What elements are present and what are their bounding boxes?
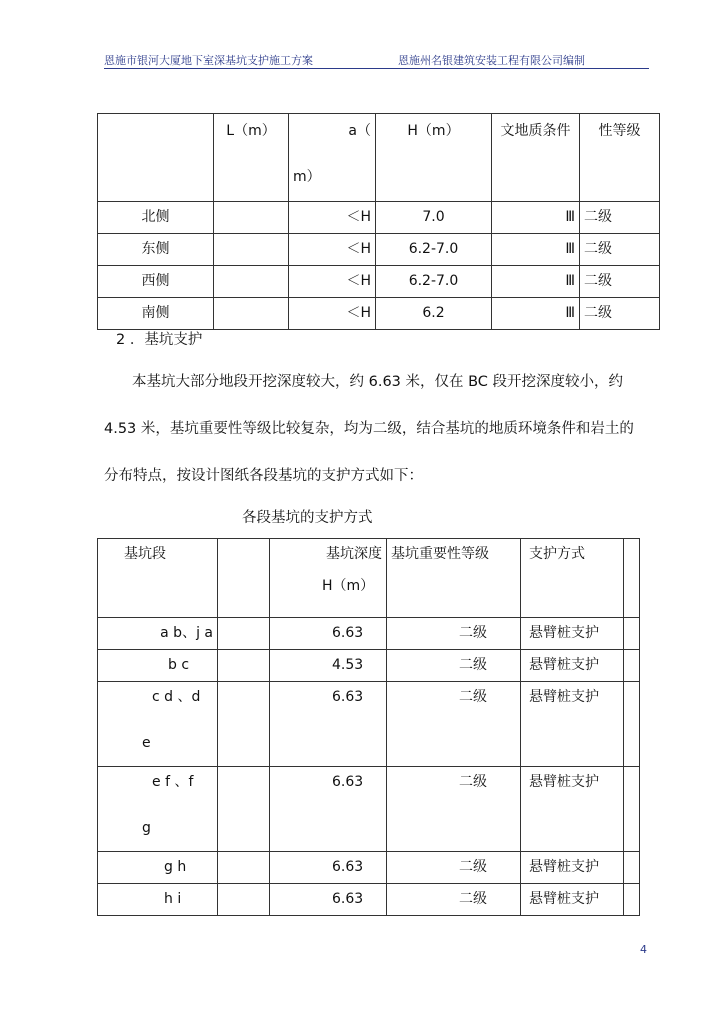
body-line: 4.53 米，基坑重要性等级比较复杂，均为二级，结合基坑的地质环境条件和岩土的 xyxy=(104,421,634,437)
table2-header-cell xyxy=(270,539,387,618)
table-row xyxy=(98,884,640,916)
header-project-title: 恩施市银河大厦地下室深基坑支护施工方案 xyxy=(104,54,313,67)
segment-line1: e f 、f xyxy=(152,774,194,790)
table2-cell xyxy=(624,884,640,916)
table2-cell xyxy=(624,650,640,682)
table2-level-cell: 二级 xyxy=(387,650,521,682)
table1-cell: 7.0 xyxy=(376,202,492,234)
table1-cell: 二级 xyxy=(580,298,660,330)
body-line: 本基坑大部分地段开挖深度较大，约 6.63 米，仅在 BC 段开挖深度较小，约 xyxy=(132,374,624,390)
table2-cell xyxy=(218,650,270,682)
table1-cell: Ⅲ xyxy=(492,234,580,266)
table1-cell xyxy=(214,298,289,330)
segment-line2: g xyxy=(142,820,151,836)
table2-method-cell: 悬臂桩支护 xyxy=(521,884,624,916)
table1-header-cell: 性等级 xyxy=(580,114,660,202)
table2-level-cell: 二级 xyxy=(387,852,521,884)
table2-segment-cell xyxy=(98,682,218,767)
table2-header-depth-part1: 基坑深度 xyxy=(326,546,382,562)
table1-header-cell xyxy=(98,114,214,202)
table2-level-cell: 二级 xyxy=(387,618,521,650)
body-line: 分布特点，按设计图纸各段基坑的支护方式如下： xyxy=(104,468,423,484)
table2-depth-cell: 4.53 xyxy=(270,650,387,682)
table1-header-a-part2: m） xyxy=(293,169,321,185)
segment-line1: c d 、d xyxy=(152,689,201,705)
table1-cell: 北侧 xyxy=(98,202,214,234)
page-number: 4 xyxy=(640,943,647,956)
table2-header-depth-part2: H（m） xyxy=(322,578,375,594)
table2-cell xyxy=(218,852,270,884)
table1-cell: 二级 xyxy=(580,234,660,266)
table2-segment-cell: b c xyxy=(98,650,218,682)
table1-cell: ＜H xyxy=(289,234,376,266)
table2-cell xyxy=(218,767,270,852)
table2-header-cell: 基坑段 xyxy=(98,539,218,618)
table-row xyxy=(98,650,640,682)
table1-header-cell: 文地质条件 xyxy=(492,114,580,202)
table2-segment-cell: g h xyxy=(98,852,218,884)
table2-method-cell: 悬臂桩支护 xyxy=(521,650,624,682)
table2-method-cell: 悬臂桩支护 xyxy=(521,682,624,767)
table2-segment-cell: a b、j a xyxy=(98,618,218,650)
table2-depth-cell: 6.63 xyxy=(270,682,387,767)
table2-depth-cell: 6.63 xyxy=(270,884,387,916)
page-header xyxy=(104,50,649,69)
table2-cell xyxy=(624,618,640,650)
table2-level-cell: 二级 xyxy=(387,884,521,916)
table-row xyxy=(98,202,660,234)
table1-cell: 南侧 xyxy=(98,298,214,330)
table1-header-a-part1: a（ xyxy=(348,123,371,139)
table2-method-cell: 悬臂桩支护 xyxy=(521,852,624,884)
table1-cell: 二级 xyxy=(580,266,660,298)
support-methods-table xyxy=(97,538,640,916)
table1-cell: Ⅲ xyxy=(492,266,580,298)
table2-method-cell: 悬臂桩支护 xyxy=(521,767,624,852)
table2-depth-cell: 6.63 xyxy=(270,618,387,650)
table-row xyxy=(98,298,660,330)
table-row xyxy=(98,852,640,884)
table2-cell xyxy=(624,682,640,767)
table1-cell: ＜H xyxy=(289,298,376,330)
table2-cell xyxy=(624,852,640,884)
table-row xyxy=(98,767,640,852)
table2-cell xyxy=(624,767,640,852)
table2-method-cell: 悬臂桩支护 xyxy=(521,618,624,650)
table2-cell xyxy=(218,618,270,650)
table1-cell: ＜H xyxy=(289,266,376,298)
table-row xyxy=(98,618,640,650)
slope-conditions-table xyxy=(97,113,660,330)
table2-header-cell xyxy=(218,539,270,618)
table1-cell: 二级 xyxy=(580,202,660,234)
table1-cell xyxy=(214,266,289,298)
table-row xyxy=(98,266,660,298)
table1-cell: ＜H xyxy=(289,202,376,234)
table2-depth-cell: 6.63 xyxy=(270,767,387,852)
table2-header-cell xyxy=(624,539,640,618)
table1-cell: 6.2-7.0 xyxy=(376,266,492,298)
table-caption: 各段基坑的支护方式 xyxy=(242,510,373,526)
table-row xyxy=(98,682,640,767)
segment-line2: e xyxy=(142,735,151,751)
table1-header-cell xyxy=(289,114,376,202)
table1-cell: 6.2-7.0 xyxy=(376,234,492,266)
table1-header-row xyxy=(98,114,660,202)
table1-cell: Ⅲ xyxy=(492,298,580,330)
table2-header-cell: 支护方式 xyxy=(521,539,624,618)
table2-header-row xyxy=(98,539,640,618)
table2-segment-cell: h i xyxy=(98,884,218,916)
table2-header-cell: 基坑重要性等级 xyxy=(387,539,521,618)
table2-segment-cell xyxy=(98,767,218,852)
table1-header-cell: L（m） xyxy=(214,114,289,202)
table2-cell xyxy=(218,884,270,916)
table1-cell: 西侧 xyxy=(98,266,214,298)
table1-cell xyxy=(214,234,289,266)
section-heading: 2 ．基坑支护 xyxy=(116,332,203,348)
table1-header-cell: H（m） xyxy=(376,114,492,202)
table1-cell xyxy=(214,202,289,234)
header-company: 恩施州名银建筑安装工程有限公司编制 xyxy=(398,54,585,67)
table-row xyxy=(98,234,660,266)
table1-cell: Ⅲ xyxy=(492,202,580,234)
table2-level-cell: 二级 xyxy=(387,767,521,852)
table1-cell: 东侧 xyxy=(98,234,214,266)
table2-depth-cell: 6.63 xyxy=(270,852,387,884)
table2-level-cell: 二级 xyxy=(387,682,521,767)
table1-cell: 6.2 xyxy=(376,298,492,330)
table2-cell xyxy=(218,682,270,767)
